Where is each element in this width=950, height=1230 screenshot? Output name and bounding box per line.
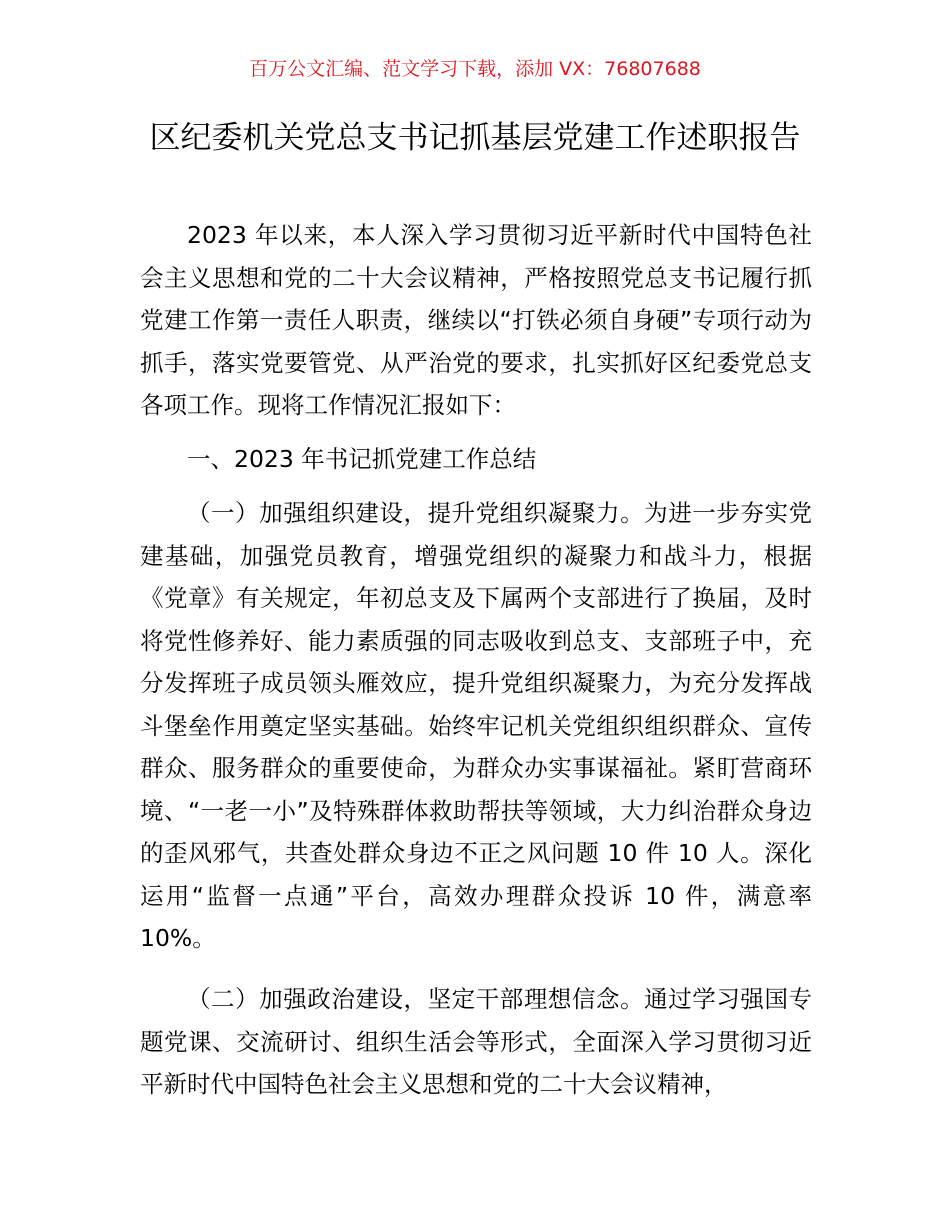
document-title: 区纪委机关党总支书记抓基层党建工作述职报告 xyxy=(149,120,801,156)
section-1-heading: 一、2023 年书记抓党建工作总结 xyxy=(187,445,537,473)
item-2-paragraph: （二）加强政治建设，坚定干部理想信念。通过学习强国专题党课、交流研讨、组织生活会等形式，全面深入学习贯彻习近平新时代中国特色社会主义思想和党的二十大会议精神， xyxy=(140,985,812,1098)
intro-paragraph: 2023 年以来，本人深入学习贯彻习近平新时代中国特色社会主义思想和党的二十大会议精神，严格按照党总支书记履行抓党建工作第一责任人职责，继续以“打铁必须自身硬”专项行动为抓手，落实党要管党、从严治党的要求，扎实抓好区纪委党总支各项工作。现将工作情况汇报如下： xyxy=(140,221,812,419)
item-1-paragraph: （一）加强组织建设，提升党组织凝聚力。为进一步夯实党建基础，加强党员教育，增强党组织的凝聚力和战斗力，根据《党章》有关规定，年初总支及下属两个支部进行了换届，及时将党性修养好、能力素质强的同志吸收到总支、支部班子中，充分发挥班子成员领头雁效应，提升党组织凝聚力，为充分发挥战斗堡垒作用奠定坚实基础。始终牢记机关党组织组织群众、宣传群众、服务群众的重要使命，为群众办实事谋福祉。紧盯营商环境、“一老一小”及特殊群体救助帮扶等领域，大力纠治群众身边的歪风邪气，共查处群众身边不正之风问题 10 件 10 人。深化运用“监督一点通”平台，高效办理群众投诉 10 件，满意率 10%。 xyxy=(140,499,812,952)
header-watermark-note: 百万公文汇编、范文学习下载，添加 VX：76807688 xyxy=(249,58,701,80)
